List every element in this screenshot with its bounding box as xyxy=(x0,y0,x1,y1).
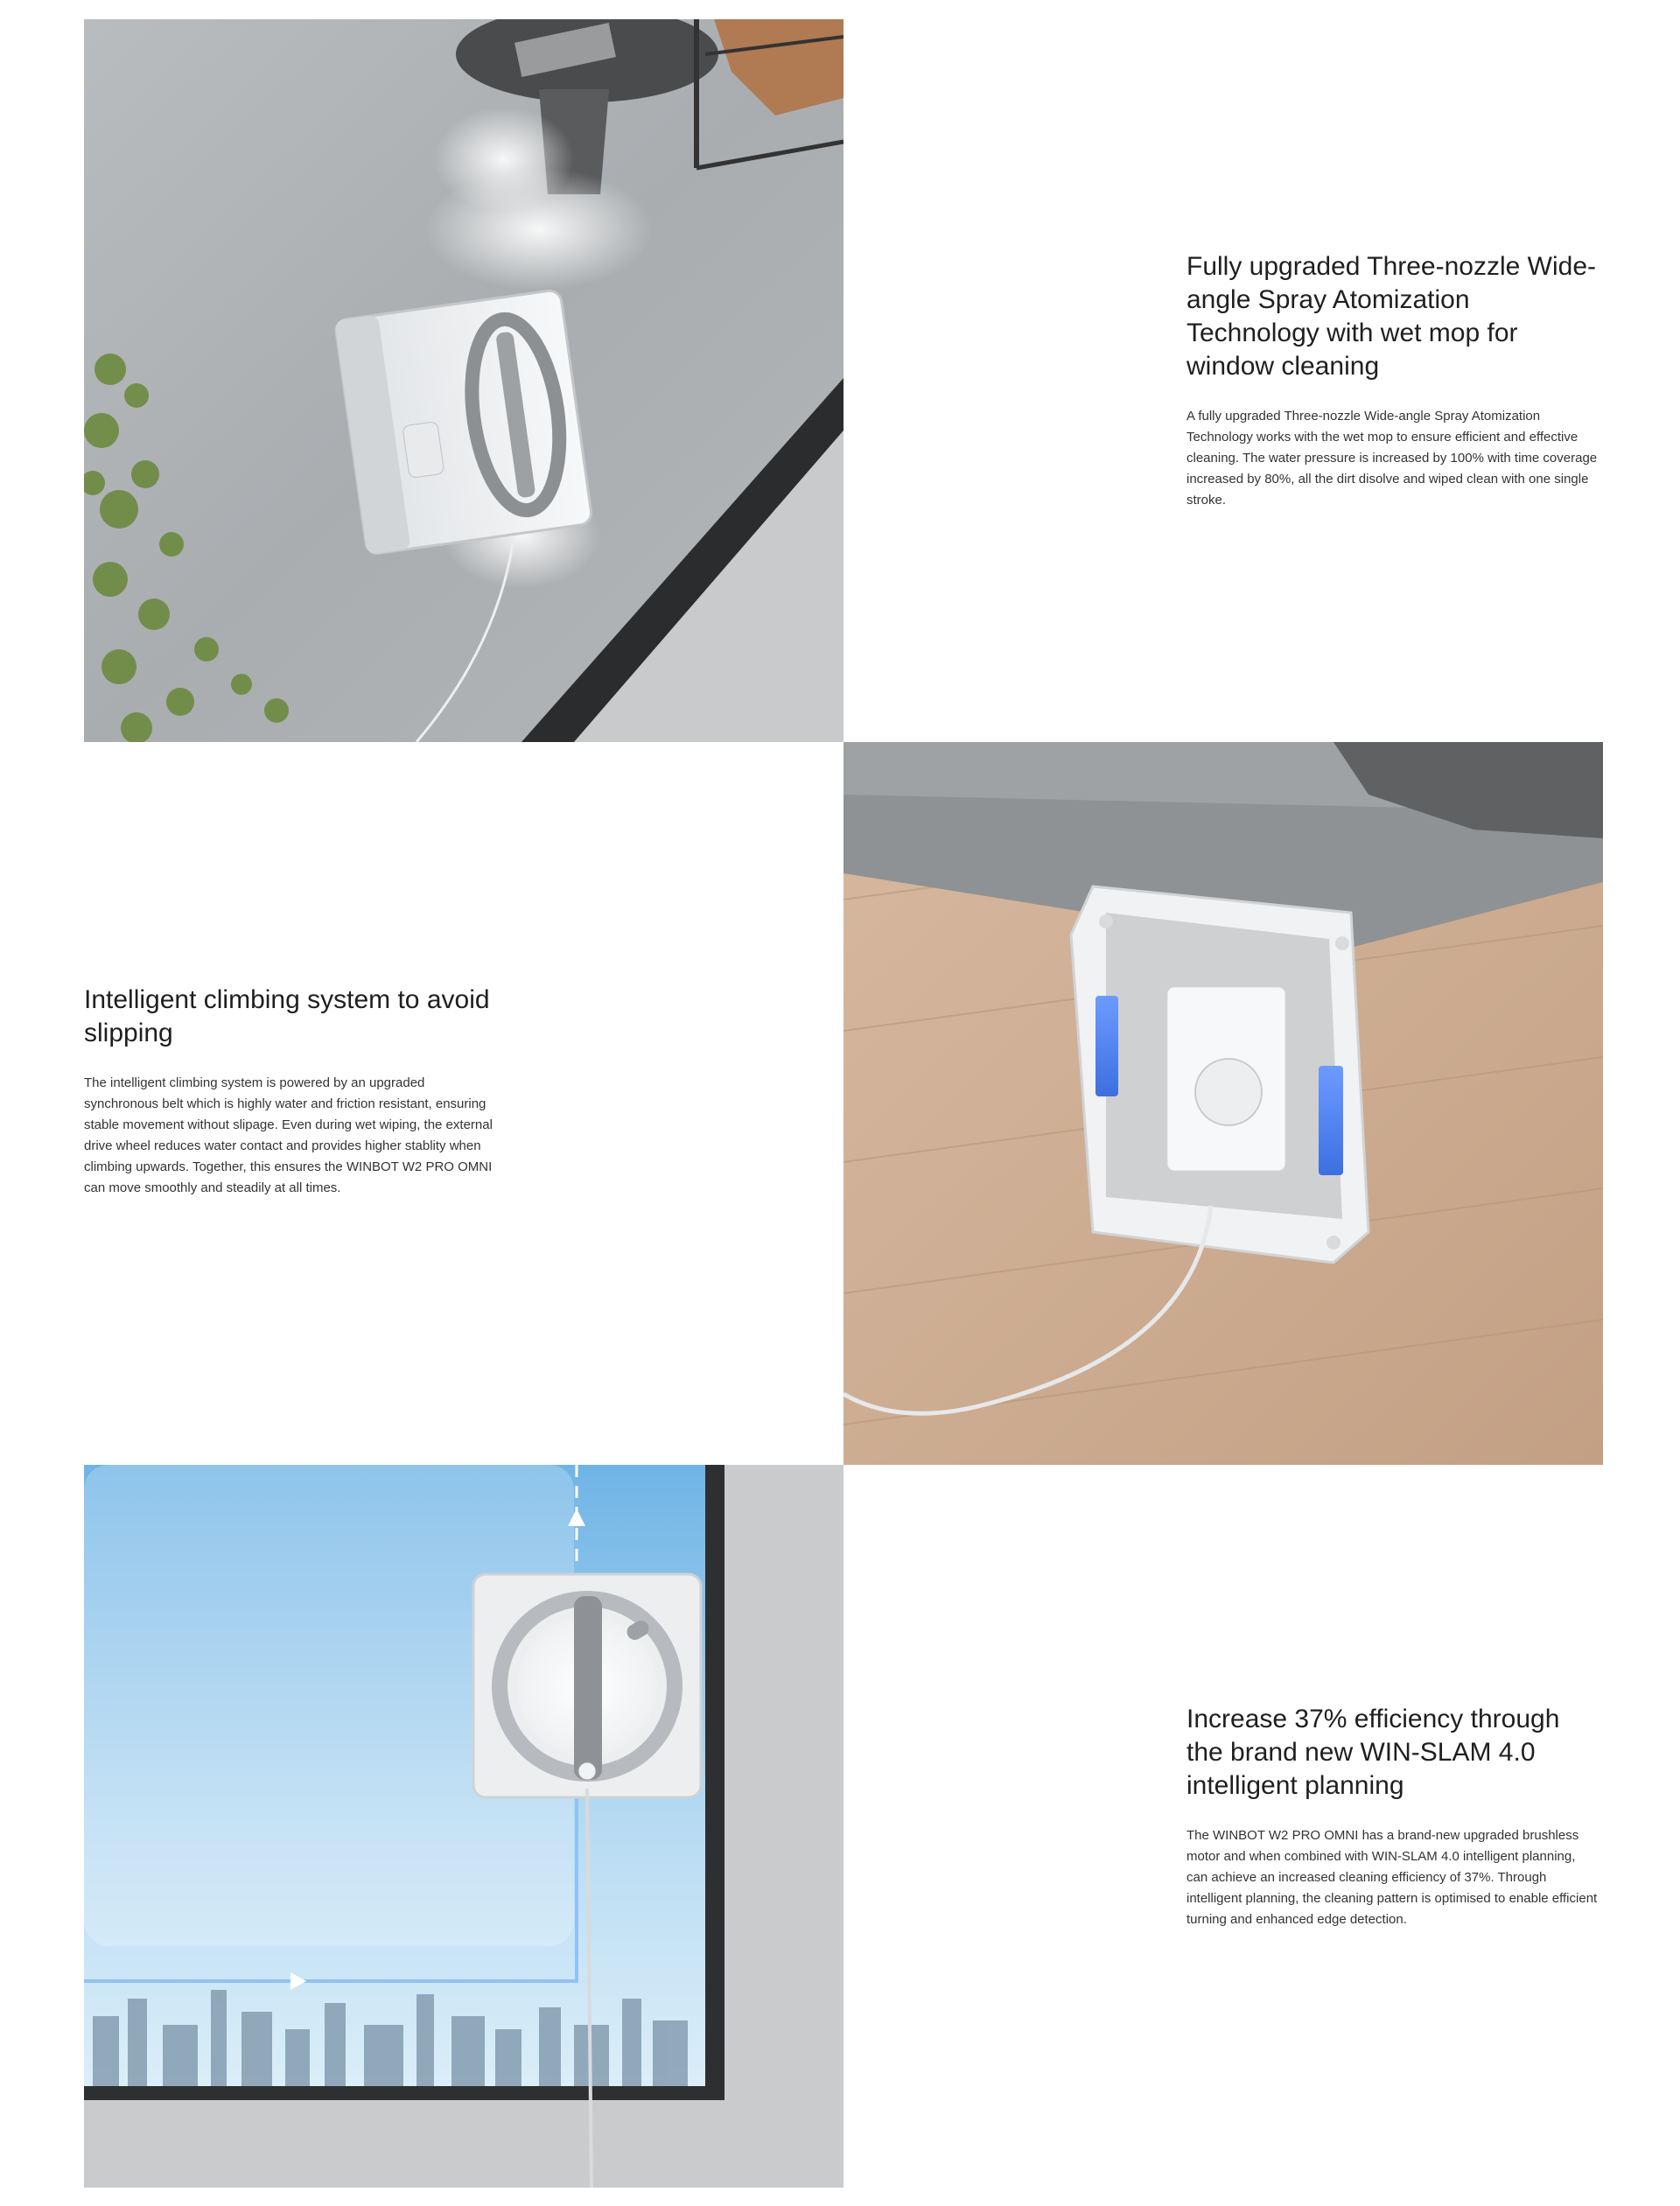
spray-text-block xyxy=(1186,250,1598,511)
section-heading: Fully upgraded Three-nozzle Wide-angle Spray Atomization Technology with wet mop for window cleaning xyxy=(1186,252,1597,381)
section-description: A fully upgraded Three-nozzle Wide-angle Spray Atomization Technology works with the wet mop to ensure efficient and effective cleaning. The water pressure is increased by 100% with time coverage increased by 80%, all the dirt disolve and wiped clean with one single stroke. xyxy=(1186,409,1598,508)
climbing-system-image xyxy=(844,742,1603,1465)
planning-text-block xyxy=(1186,1703,1598,1930)
planning-text-panel xyxy=(844,1465,1603,2188)
feature-row-spray xyxy=(84,19,1603,742)
climbing-text-block xyxy=(84,984,495,1199)
section-description: The intelligent climbing system is powered by an upgraded synchronous belt which is highly water and friction resistant, ensuring stable movement without slipage. Even during wet wiping, the external drive wheel reduces water contact and provides higher stablity when climbing upwards. Together, this ensures the WINBOT W2 PRO OMNI can move smoothly and steadily at all times. xyxy=(84,1075,493,1195)
feature-row-climbing xyxy=(84,742,1603,1465)
climbing-text-panel xyxy=(84,742,844,1465)
section-heading: Increase 37% efficiency through the brand new WIN-SLAM 4.0 intelligent planning xyxy=(1186,1705,1560,1800)
section-description: The WINBOT W2 PRO OMNI has a brand-new upgraded brushless motor and when combined with WIN-SLAM 4.0 intelligent planning, can achieve an increased cleaning efficiency of 37%. Through intelligent planning, the cleaning pattern is optimised to enable efficient turning and enhanced edge detection. xyxy=(1186,1828,1598,1927)
intelligent-planning-image xyxy=(84,1465,844,2188)
feature-row-planning xyxy=(84,1465,1603,2188)
spray-text-panel xyxy=(844,19,1603,742)
section-heading: Intelligent climbing system to avoid slipping xyxy=(84,985,490,1047)
spray-atomization-image xyxy=(84,19,844,742)
